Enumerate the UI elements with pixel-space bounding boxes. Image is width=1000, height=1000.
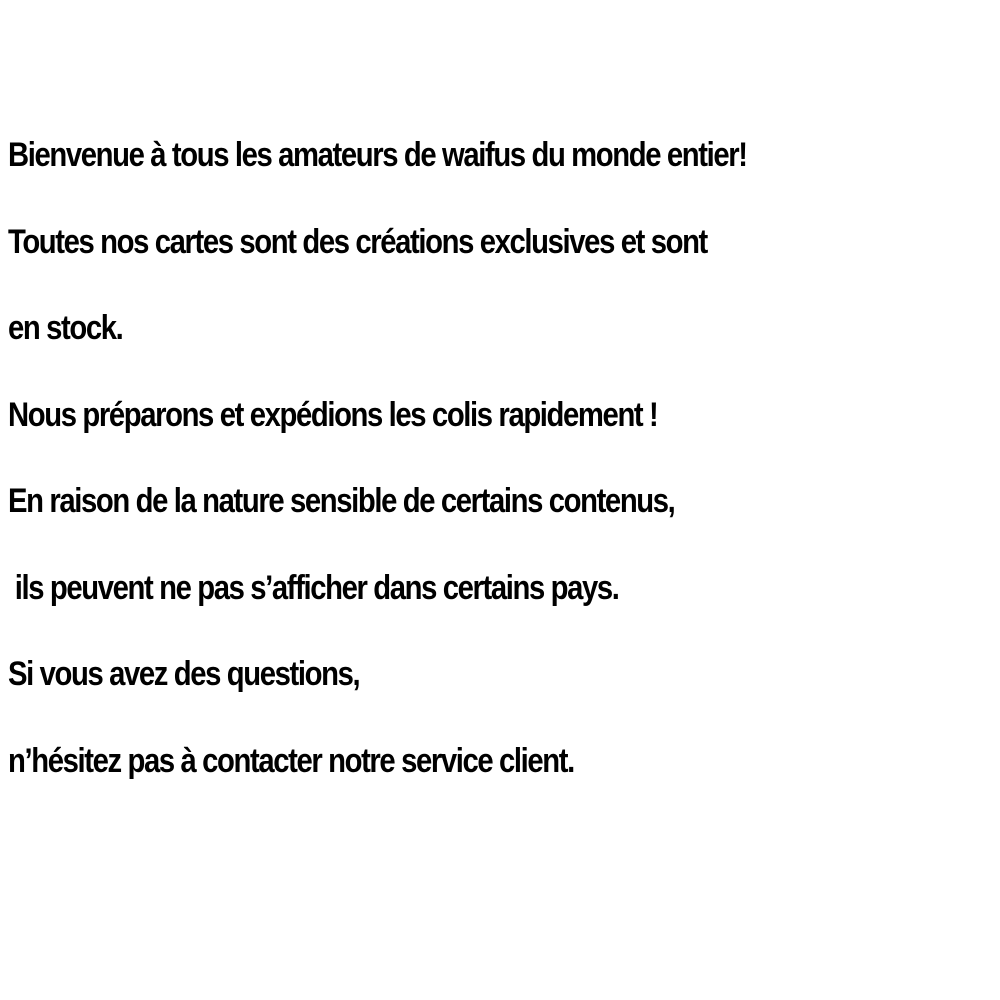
shop-notice-text: [8, 130, 993, 822]
notice-line-exclusive-cards: Toutes nos cartes sont des créations exclusives et sont: [8, 222, 707, 261]
notice-line-contact-support: n’hésitez pas à contacter notre service client.: [8, 741, 574, 780]
notice-line-country-restriction: ils peuvent ne pas s’afficher dans certains pays.: [8, 568, 619, 607]
notice-line-welcome: Bienvenue à tous les amateurs de waifus du monde entier!: [8, 136, 747, 174]
notice-line-questions: Si vous avez des questions,: [8, 655, 360, 693]
notice-line-sensitive-content: En raison de la nature sensible de certains contenus,: [8, 482, 675, 520]
notice-line-in-stock: en stock.: [8, 309, 123, 347]
notice-line-fast-shipping: Nous préparons et expédions les colis rapidement !: [8, 395, 658, 434]
